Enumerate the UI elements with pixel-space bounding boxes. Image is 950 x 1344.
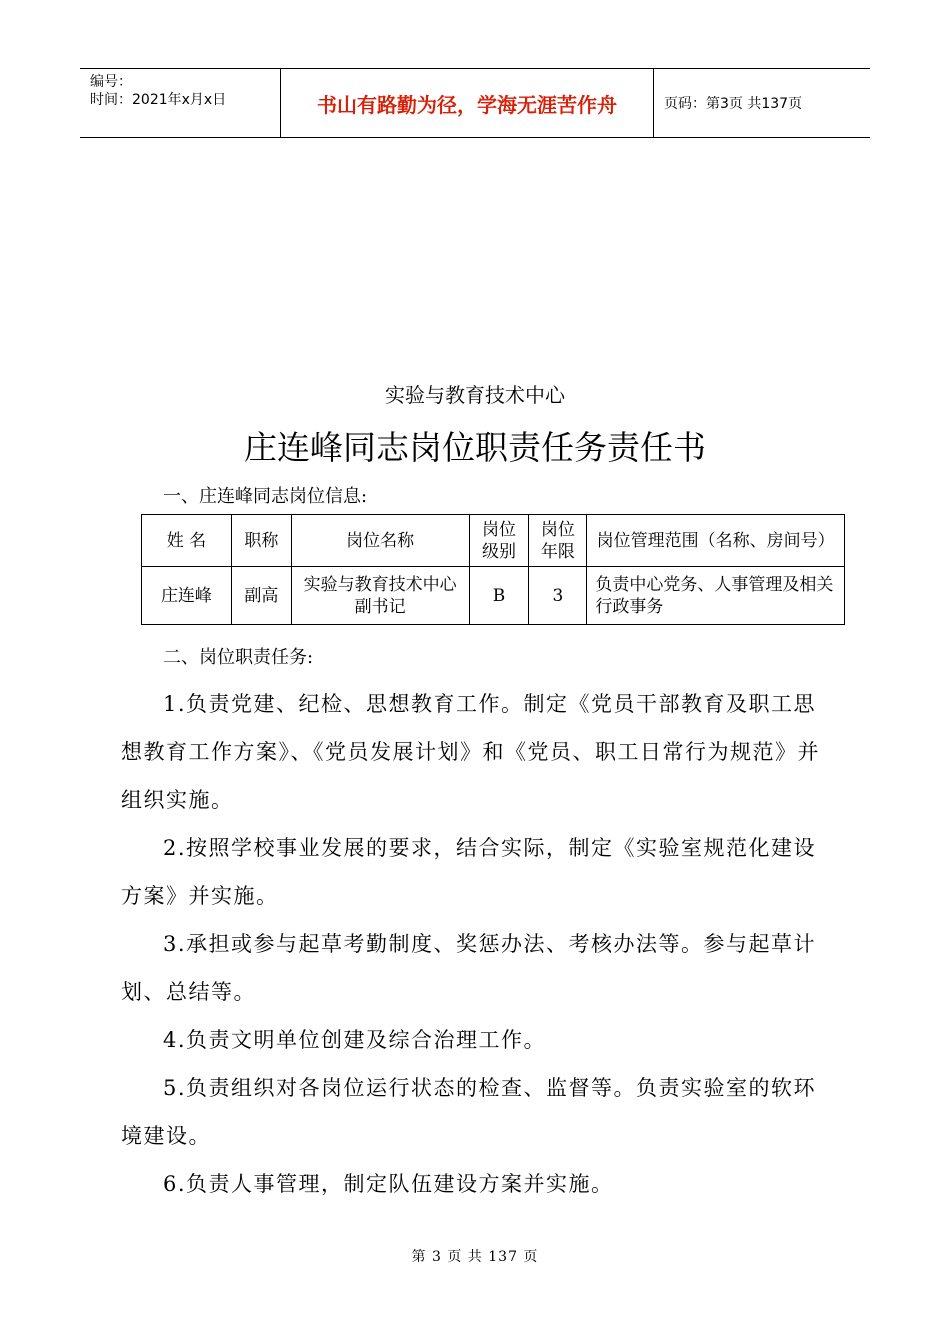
duty-item: 5.负责组织对各岗位运行状态的检查、监督等。负责实验室的软环境建设。 [121, 1076, 817, 1148]
page-footer: 第 3 页 共 137 页 [411, 1249, 539, 1265]
header-cell-scope: 岗位管理范围（名称、房间号） [587, 515, 845, 567]
duty-item: 1.负责党建、纪检、思想教育工作。制定《党员干部教育及职工思想教育工作方案》、《党员发展计划》和《党员、职工日常行为规范》并组织实施。 [121, 692, 820, 812]
header-cell-title: 职称 [231, 515, 291, 567]
page-header [80, 68, 870, 138]
duty-item: 6.负责人事管理，制定队伍建设方案并实施。 [163, 1172, 614, 1196]
duty-item: 2.按照学校事业发展的要求，结合实际，制定《实验室规范化建设方案》并实施。 [121, 836, 817, 908]
duties-list [121, 680, 831, 1208]
header-cell-name: 姓 名 [142, 515, 232, 567]
cell-level: B [469, 567, 529, 625]
header-cell-position: 岗位名称 [291, 515, 469, 567]
number-label: 编号： [90, 74, 132, 90]
document-title: 庄连峰同志岗位职责任务责任书 [244, 428, 706, 467]
duty-item: 3.承担或参与起草考勤制度、奖惩办法、考核办法等。参与起草计划、总结等。 [121, 932, 817, 1004]
cell-name: 庄连峰 [142, 567, 232, 625]
table-header-row [142, 515, 845, 567]
position-info-table [141, 514, 845, 625]
header-meta [80, 69, 281, 137]
header-page-label: 页码：第3页 共137页 [664, 96, 803, 112]
header-cell-level: 岗位级别 [469, 515, 529, 567]
cell-scope: 负责中心党务、人事管理及相关行政事务 [587, 567, 845, 625]
cell-title: 副高 [231, 567, 291, 625]
table-row [142, 567, 845, 625]
header-motto: 书山有路勤为径，学海无涯苦作舟 [281, 69, 654, 137]
document-subtitle: 实验与教育技术中心 [385, 383, 565, 407]
cell-years: 3 [529, 567, 587, 625]
cell-position: 实验与教育技术中心副书记 [291, 567, 469, 625]
section-heading-duties: 二、岗位职责任务: [163, 647, 314, 668]
header-cell-years: 岗位年限 [529, 515, 587, 567]
date-label: 时间：2021年x月x日 [90, 92, 227, 108]
section-heading-info: 一、庄连峰同志岗位信息: [163, 486, 368, 507]
duty-item: 4.负责文明单位创建及综合治理工作。 [163, 1028, 547, 1052]
